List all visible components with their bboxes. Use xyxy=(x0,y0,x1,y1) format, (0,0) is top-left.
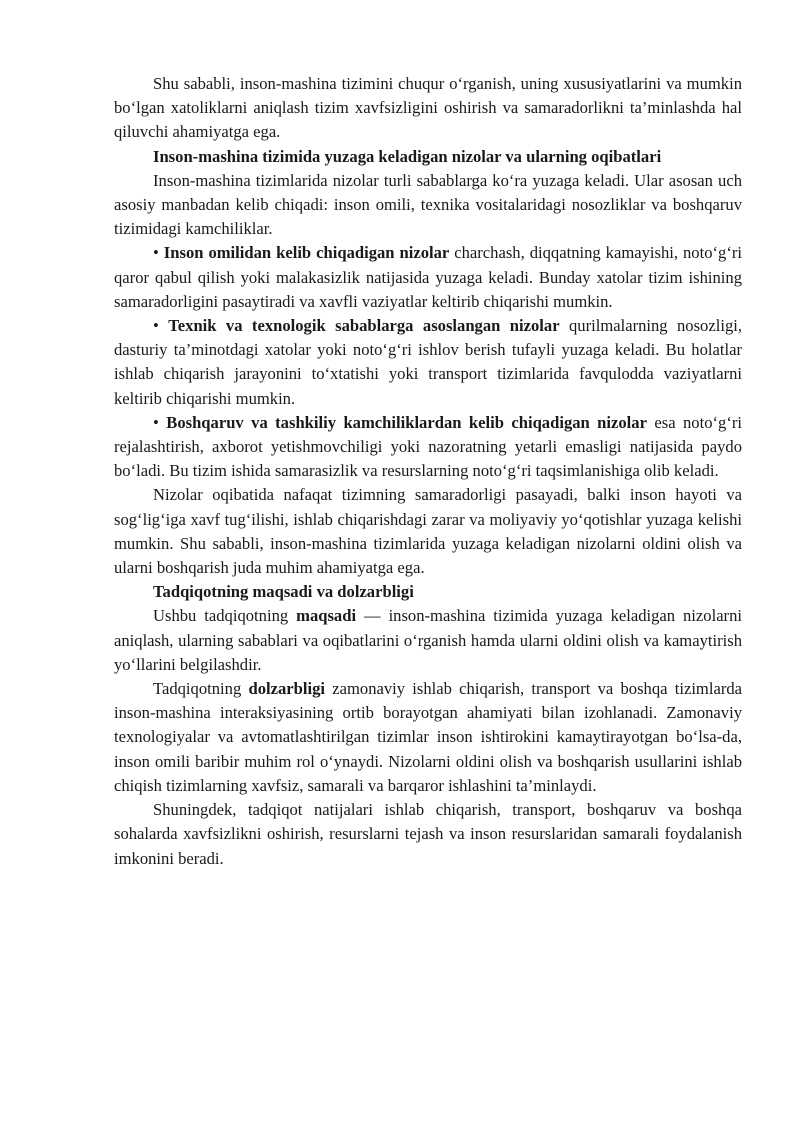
bullet-management-text: esa noto‘g‘ri rejalashtirish, axborot yetishmovchiligi yoki nazoratning yetarli emasligi natijasida paydo bo‘ladi. Bu tizim ishida samarasizlik va resurslarning noto‘g‘ri taqsimlanishiga olib keladi. xyxy=(114,412,742,481)
goal-lead: Ushbu tadqiqotning xyxy=(153,606,297,626)
bullet-human-factor-title: Inson omilidan kelib chiqadigan nizolar xyxy=(163,243,450,263)
document-page xyxy=(114,72,742,871)
paragraph-outcomes: Shuningdek, tadqiqot natijalari ishlab chiqarish, transport, boshqaruv va boshqa sohalarda xavfsizlikni oshirish, resurslarni tejash va inson resurslaridan samarali foydalanish imkonini beradi. xyxy=(114,800,742,868)
relevance-keyword: dolzarbligi xyxy=(248,679,326,699)
section-heading-conflicts: Inson-mashina tizimida yuzaga keladigan nizolar va ularning oqibatlari xyxy=(153,146,662,166)
bullet-management xyxy=(114,411,742,484)
bullet-technical-text: qurilmalarning nosozligi, dasturiy ta’minotdagi xatolar yoki noto‘g‘ri ishlov berish tufayli yuzaga keladi. Bu holatlar ishlab chiqarish jarayonini to‘xtatishi yoki transport tizimlarida favqulodda vaziyatlarni keltirib chiqarishi mumkin. xyxy=(114,316,742,408)
paragraph-goal xyxy=(114,604,742,677)
goal-text: — inson-mashina tizimida yuzaga keladigan nizolarni aniqlash, ularning sabablari va oqibatlarini o‘rganish hamda ularni oldini olish va kamaytirish yo‘llarini belgilashdir. xyxy=(114,606,742,674)
bullet-technical xyxy=(114,314,742,411)
bullet-human-factor-text: charchash, diqqatning kamayishi, noto‘g‘ri qaror qabul qilish yoki malakasizlik natijasida yuzaga keladi. Bunday xatolar tizim ishining samaradorligini pasaytiradi va xavfli vaziyatlar keltirib chiqarishi mumkin. xyxy=(114,243,742,311)
relevance-lead: Tadqiqotning xyxy=(153,679,249,699)
bullet-management-title: Boshqaruv va tashkiliy kamchiliklardan kelib chiqadigan nizolar xyxy=(166,412,647,432)
paragraph-intro: Shu sababli, inson-mashina tizimini chuqur o‘rganish, uning xususiyatlarini va mumkin bo‘lgan xatoliklarni aniqlash tizim xavfsizligini oshirish va samaradorlikni ta’minlashda hal qiluvchi ahamiyatga ega. xyxy=(114,74,742,142)
paragraph-relevance xyxy=(114,677,742,798)
bullet-human-factor xyxy=(114,241,742,314)
bullet-marker: • xyxy=(153,243,159,263)
relevance-text: zamonaviy ishlab chiqarish, transport va boshqa tizimlarda inson-mashina interaksiyasining ortib borayotgan ahamiyati bilan izohlanadi. Zamonaviy texnologiyalar va avtomatlashtirilgan tizimlar inson ishtirokini kamaytirayotgan bo‘lsa-da, inson omili baribir muhim rol o‘ynaydi. Nizolarni oldini olish va boshqarish usullarini ishlab chiqish tizimlarning xavfsiz, samarali va barqaror ishlashini ta’minlaydi. xyxy=(114,679,743,795)
bullet-technical-title: Texnik va texnologik sabablarga asoslangan nizolar xyxy=(168,316,560,336)
section-heading-goal: Tadqiqotning maqsadi va dolzarbligi xyxy=(153,582,414,602)
paragraph-consequences: Nizolar oqibatida nafaqat tizimning samaradorligi pasayadi, balki inson hayoti va sog‘lig‘iga xavf tug‘ilishi, ishlab chiqarishdagi zarar va moliyaviy yo‘qotishlar yuzaga kelishi mumkin. Shu sababli, inson-mashina tizimlarida yuzaga keladigan nizolarni oldini olish va ularni boshqarish juda muhim ahamiyatga ega. xyxy=(114,485,742,578)
goal-keyword: maqsadi xyxy=(296,606,357,626)
paragraph-conflict-sources: Inson-mashina tizimlarida nizolar turli sabablarga ko‘ra yuzaga keladi. Ular asosan uch asosiy manbadan kelib chiqadi: inson omili, texnika vositalaridagi nosozliklar va boshqaruv tizimidagi kamchiliklar. xyxy=(114,170,742,239)
bullet-marker: • xyxy=(153,316,159,336)
bullet-marker: • xyxy=(153,412,159,432)
